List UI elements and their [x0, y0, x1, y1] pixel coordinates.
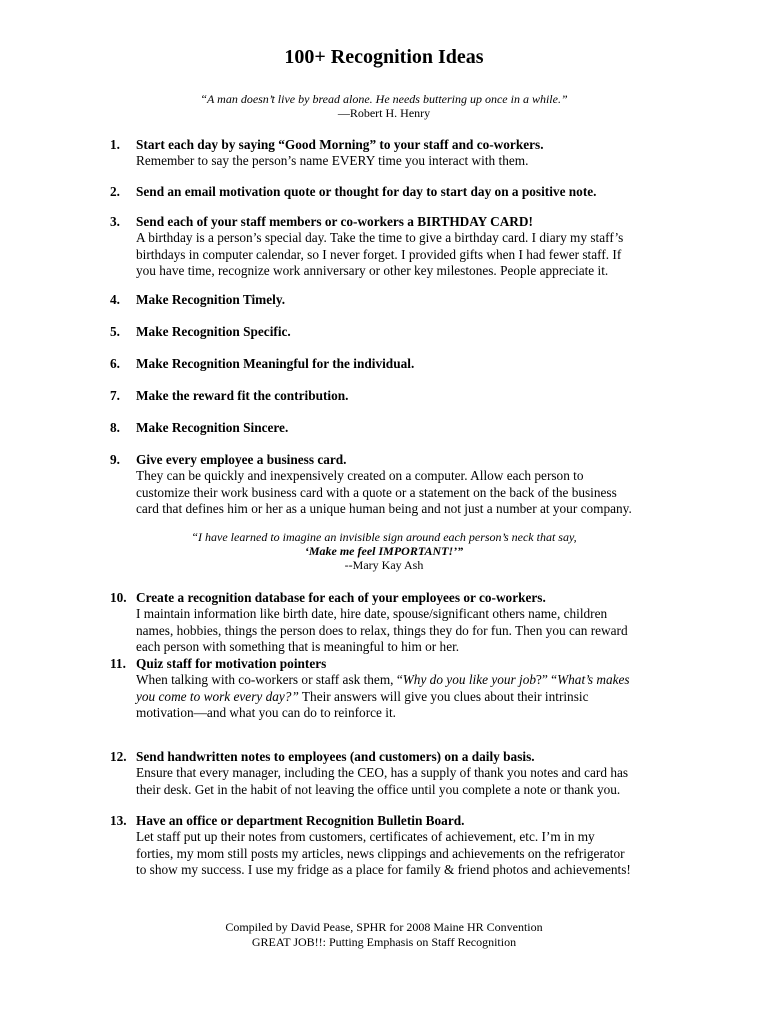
list-item-heading: Send handwritten notes to employees (and customers) on a daily basis. — [136, 749, 535, 764]
middle-quote — [0, 530, 768, 572]
list-item-heading: Make the reward fit the contribution. — [136, 388, 349, 403]
list-item-number: 6. — [110, 356, 120, 371]
list-item-number: 12. — [110, 749, 127, 764]
list-item-number: 11. — [110, 656, 126, 671]
list-item-body: Let staff put up their notes from customers, certificates of achievement, etc. I’m in my forties, my mom still posts my articles, news clippings and achievements on the refrigerator to show my success. I use my fridge as a place for family & friend photos and achievements! — [136, 829, 631, 877]
footer-compiled-by: Compiled by David Pease, SPHR for 2008 Maine HR Convention — [225, 920, 543, 934]
opening-quote-attribution: —Robert H. Henry — [337, 106, 431, 120]
list-item-number: 1. — [110, 137, 120, 152]
list-item-number: 2. — [110, 184, 120, 199]
list-item-body-italic: What’s makes you come to work every day?” — [136, 672, 630, 704]
footer-subtitle: GREAT JOB!!: Putting Emphasis on Staff Recognition — [251, 935, 517, 949]
middle-quote-text: “I have learned to imagine an invisible sign around each person’s neck that say, — [191, 530, 577, 544]
list-item-number: 8. — [110, 420, 120, 435]
page-footer — [0, 920, 768, 950]
list-item-heading: Make Recognition Sincere. — [136, 420, 289, 435]
list-item-heading: Quiz staff for motivation pointers — [136, 656, 327, 671]
list-item-heading: Send an email motivation quote or thought for day to start day on a positive note. — [136, 184, 597, 199]
opening-quote-text: “A man doesn’t live by bread alone. He needs buttering up once in a while.” — [200, 92, 568, 106]
list-item-heading: Have an office or department Recognition Bulletin Board. — [136, 813, 465, 828]
list-item-body: They can be quickly and inexpensively created on a computer. Allow each person to customize their work business card with a quote or a statement on the back of the business card that defines him or her as a unique human being and not just a number at your company. — [136, 468, 632, 516]
list-item-number: 4. — [110, 292, 120, 307]
list-item-body-text: Their answers will give you clues about their intrinsic motivation—and what you can do to reinforce it. — [136, 688, 589, 720]
list-item-body-text: ?” “ — [536, 672, 558, 688]
list-item-body-italic: Why do you like your job — [402, 672, 537, 688]
middle-quote-emphasis: ‘Make me feel IMPORTANT!’” — [304, 544, 464, 558]
list-item-heading: Start each day by saying “Good Morning” to your staff and co-workers. — [136, 137, 544, 152]
list-item-body: I maintain information like birth date, hire date, spouse/significant others name, children names, hobbies, things the person does to relax, things they do for fun. Then you can reward each person with something that is meaningful to him or her. — [136, 606, 628, 654]
list-item-heading: Make Recognition Meaningful for the individual. — [136, 356, 415, 371]
list-item-body: A birthday is a person’s special day. Take the time to give a birthday card. I diary my staff’s birthdays in computer calendar, so I never forget. I provided gifts when I had fewer staff. If you have time, recognize work anniversary or other key milestones. People appreciate it. — [136, 230, 624, 278]
list-item-number: 5. — [110, 324, 120, 339]
list-item-body — [136, 672, 661, 721]
list-item-heading: Make Recognition Timely. — [136, 292, 286, 307]
list-item-heading: Make Recognition Specific. — [136, 324, 291, 339]
middle-quote-attribution: --Mary Kay Ash — [344, 558, 424, 572]
list-item-body: Remember to say the person’s name EVERY time you interact with them. — [136, 153, 529, 169]
list-item-number: 3. — [110, 214, 120, 229]
list-item-heading: Give every employee a business card. — [136, 452, 347, 467]
list-item-heading: Send each of your staff members or co-workers a BIRTHDAY CARD! — [136, 214, 533, 229]
list-item-number: 13. — [110, 813, 127, 828]
list-item-heading: Create a recognition database for each of your employees or co-workers. — [136, 590, 546, 605]
list-item-number: 10. — [110, 590, 127, 605]
list-item-body-text: When talking with co-workers or staff ask them, “ — [136, 672, 403, 688]
list-item-number: 7. — [110, 388, 120, 403]
page-title: 100+ Recognition Ideas — [284, 46, 484, 68]
list-item-number: 9. — [110, 452, 120, 467]
list-item-body: Ensure that every manager, including the CEO, has a supply of thank you notes and card has their desk. Get in the habit of not leaving the office until you complete a note or thank you. — [136, 765, 629, 797]
